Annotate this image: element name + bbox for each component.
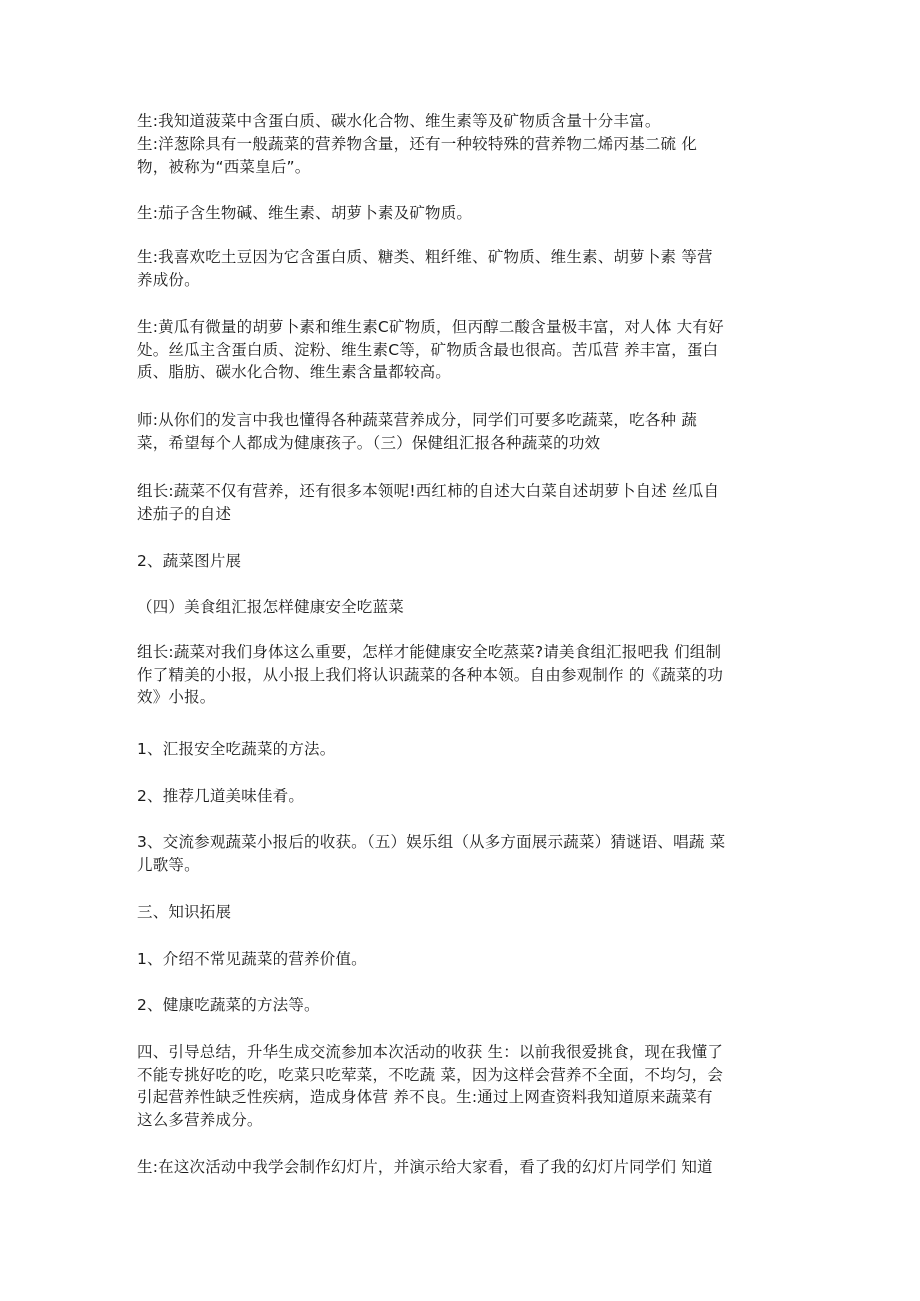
text-line: 处。丝瓜主含蛋白质、淀粉、维生素C等，矿物质含最也很高。苦瓜营 养丰富，蛋白: [137, 340, 719, 359]
paragraph-spinach: [137, 110, 787, 133]
text-line: 效》小报。: [137, 688, 216, 707]
text-line: 2、健康吃蔬菜的方法等。: [137, 996, 320, 1014]
text-line: 三、知识拓展: [137, 903, 232, 921]
text-line: 生:我知道菠菜中含蛋白质、碳水化合物、维生素等及矿物质含量十分丰富。: [137, 112, 661, 130]
paragraph-food-group-heading: [137, 596, 787, 619]
section-heading-knowledge-expansion: [137, 901, 787, 924]
paragraph-onion: [137, 133, 787, 178]
text-line: 四、引导总结，升华生成交流参加本次活动的收获 生：以前我很爱挑食，现在我懂了: [137, 1043, 724, 1061]
text-line: 物，被称为“西菜皇后”。: [137, 157, 311, 176]
paragraph-summary: [137, 1041, 787, 1131]
text-line: 1、介绍不常见蔬菜的营养价值。: [137, 950, 367, 968]
paragraph-group-leader: [137, 480, 787, 525]
text-line: 生:在这次活动中我学会制作幻灯片，并演示给大家看，看了我的幻灯片同学们 知道: [137, 1158, 713, 1176]
paragraph-teacher: [137, 409, 787, 454]
text-line: 质、脂肪、碳水化合物、维生素含量都较高。: [137, 363, 452, 382]
paragraph-food-group: [137, 641, 787, 709]
text-line: 不能专挑好吃的吃，吃菜只吃荤菜，不吃蔬 菜，因为这样会营养不全面，不均匀，会: [137, 1065, 724, 1084]
text-line: 引起营养性缺乏性疾病，造成身体营 养不良。生:通过上网查资料我知道原来蔬菜有: [137, 1088, 713, 1107]
text-line: 1、汇报安全吃蔬菜的方法。: [137, 740, 336, 758]
text-line: 这么多营养成分。: [137, 1110, 263, 1129]
text-line: 养成份。: [137, 270, 200, 289]
text-line: 师:从你们的发言中我也懂得各种蔬菜营养成分，同学们可要多吃蔬菜，吃各种 蔬: [137, 411, 698, 429]
text-line: 组长:蔬菜不仅有营养，还有很多本领呢!西红柿的自述大白菜自述胡萝卜自述 丝瓜自: [137, 482, 720, 500]
paragraph-expansion-item-2: [137, 994, 787, 1017]
text-line: 作了精美的小报，从小报上我们将认识蔬菜的各种本领。自由参观制作 的《蔬菜的功: [137, 665, 724, 684]
text-line: 3、交流参观蔬菜小报后的收获。（五）娱乐组（从多方面展示蔬菜）猜谜语、唱蔬 菜: [137, 833, 726, 851]
text-line: 菜，希望每个人都成为健康孩子。（三）保健组汇报各种蔬菜的功效: [137, 433, 601, 452]
paragraph-picture-show: [137, 550, 787, 573]
text-line: 生:黄瓜有微量的胡萝卜素和维生素C矿物质，但丙醇二酸含量极丰富，对人体 大有好: [137, 318, 724, 336]
paragraph-list-item-1: [137, 738, 787, 761]
text-line: 生:茄子含生物碱、维生素、胡萝卜素及矿物质。: [137, 204, 473, 222]
text-line: 2、蔬菜图片展: [137, 552, 242, 570]
paragraph-eggplant: [137, 202, 787, 225]
paragraph-slides: [137, 1156, 787, 1179]
text-line: （四）美食组汇报怎样健康安全吃蓝菜: [137, 598, 404, 616]
text-line: 儿歌等。: [137, 855, 200, 874]
text-line: 述茄子的自述: [137, 504, 232, 523]
text-line: 生:洋葱除具有一般蔬菜的营养物含量，还有一种较特殊的营养物二烯丙基二硫 化: [137, 135, 698, 153]
paragraph-cucumber: [137, 316, 787, 384]
paragraph-expansion-item-1: [137, 948, 787, 971]
text-line: 生:我喜欢吃土豆因为它含蛋白质、糖类、粗纤维、矿物质、维生素、胡萝卜素 等营: [137, 248, 713, 266]
paragraph-potato: [137, 246, 787, 291]
text-line: 组长:蔬菜对我们身体这么重要，怎样才能健康安全吃蒸菜?请美食组汇报吧我 们组制: [137, 643, 722, 661]
text-line: 2、推荐几道美味佳肴。: [137, 787, 305, 805]
paragraph-list-item-3: [137, 831, 787, 876]
paragraph-list-item-2: [137, 785, 787, 808]
